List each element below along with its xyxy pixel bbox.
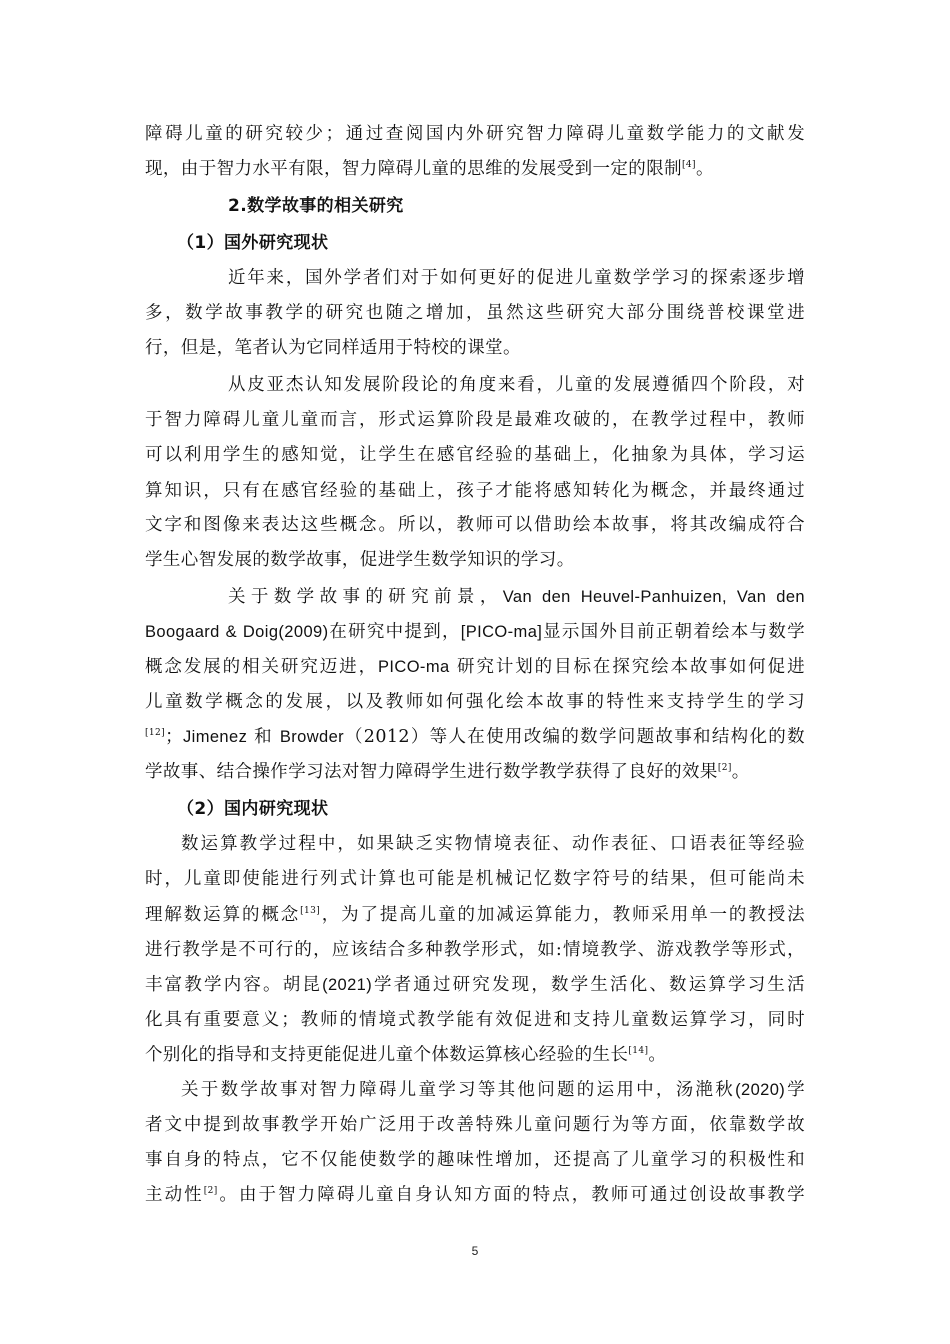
citation: [2] — [717, 763, 732, 773]
citation: [14] — [628, 1046, 649, 1056]
section-heading: 2.数学故事的相关研究 — [228, 196, 404, 216]
paragraph-line: 从皮亚杰认知发展阶段论的角度来看，儿童的发展遵循四个阶段，对 — [228, 375, 805, 395]
subsection-heading: （2）国内研究现状 — [177, 799, 329, 819]
paragraph-line: 化具有重要意义；教师的情境式教学能有效促进和支持儿童数运算学习，同时 — [145, 1010, 805, 1030]
paragraph-line: 算知识，只有在感官经验的基础上，孩子才能将感知转化为概念，并最终通过 — [145, 481, 805, 501]
paragraph-line: 事自身的特点，它不仅能使数学的趣味性增加，还提高了儿童学习的积极性和 — [145, 1150, 805, 1170]
paragraph-line: 现，由于智力水平有限，智力障碍儿童的思维的发展受到一定的限制[4]。 — [145, 159, 714, 179]
paragraph-line: 数运算教学过程中，如果缺乏实物情境表征、动作表征、口语表征等经验 — [181, 834, 805, 854]
paragraph-line: 儿童数学概念的发展，以及教师如何强化绘本故事的特性来支持学生的学习 — [145, 692, 805, 712]
paragraph-line: 进行教学是不可行的，应该结合多种教学形式，如:情境教学、游戏教学等形式， — [145, 940, 805, 960]
paragraph-line: 者文中提到故事教学开始广泛用于改善特殊儿童问题行为等方面，依靠数学故 — [145, 1115, 805, 1135]
citation: [4] — [682, 160, 696, 170]
paragraph-line: 学故事、结合操作学习法对智力障碍学生进行数学教学获得了良好的效果[2]。 — [145, 762, 750, 782]
citation: [12] — [145, 728, 166, 738]
paragraph-line: 行，但是，笔者认为它同样适用于特校的课堂。 — [145, 338, 521, 358]
paragraph-line: 近年来，国外学者们对于如何更好的促进儿童数学学习的探索逐步增 — [228, 268, 805, 288]
paragraph-line: 概念发展的相关研究迈进，PICO-ma 研究计划的目标在探究绘本故事如何促进 — [145, 657, 805, 677]
paragraph-line: 文字和图像来表达这些概念。所以，教师可以借助绘本故事，将其改编成符合 — [145, 515, 805, 535]
paragraph-line: 关于数学故事对智力障碍儿童学习等其他问题的运用中，汤滟秋(2020)学 — [181, 1080, 805, 1100]
paragraph-line: 多，数学故事教学的研究也随之增加，虽然这些研究大部分围绕普校课堂进 — [145, 303, 805, 323]
paragraph-line: 可以利用学生的感知觉，让学生在感官经验的基础上，化抽象为具体，学习运 — [145, 445, 805, 465]
page-number: 5 — [471, 1244, 479, 1258]
paragraph-line: 关于数学故事的研究前景，Van den Heuvel-Panhuizen, Van den — [228, 587, 805, 607]
paragraph-line: 学生心智发展的数学故事，促进学生数学知识的学习。 — [145, 550, 575, 570]
subsection-heading: （1）国外研究现状 — [177, 233, 329, 253]
citation: [13] — [300, 906, 321, 916]
paragraph-line: 个别化的指导和支持更能促进儿童个体数运算核心经验的生长[14]。 — [145, 1045, 667, 1065]
paragraph-line: 主动性[2]。由于智力障碍儿童自身认知方面的特点，教师可通过创设故事教学 — [145, 1185, 805, 1205]
paragraph-line: 障碍儿童的研究较少；通过查阅国内外研究智力障碍儿童数学能力的文献发 — [145, 124, 805, 144]
paragraph-line: 丰富教学内容。胡昆(2021)学者通过研究发现，数学生活化、数运算学习生活 — [145, 975, 805, 995]
paragraph-line: 时，儿童即使能进行列式计算也可能是机械记忆数字符号的结果，但可能尚未 — [145, 869, 805, 889]
paragraph-line: 理解数运算的概念[13]，为了提高儿童的加减运算能力，教师采用单一的教授法 — [145, 905, 806, 925]
citation: [2] — [203, 1186, 218, 1196]
paragraph-line: Boogaard & Doig(2009)在研究中提到，[PICO-ma]显示国外目前正朝着绘本与数学 — [145, 622, 805, 642]
paragraph-line: [12]；Jimenez 和 Browder（2012）等人在使用改编的数学问题故事和结构化的数 — [145, 727, 806, 747]
paragraph-line: 于智力障碍儿童儿童而言，形式运算阶段是最难攻破的，在教学过程中，教师 — [145, 410, 805, 430]
